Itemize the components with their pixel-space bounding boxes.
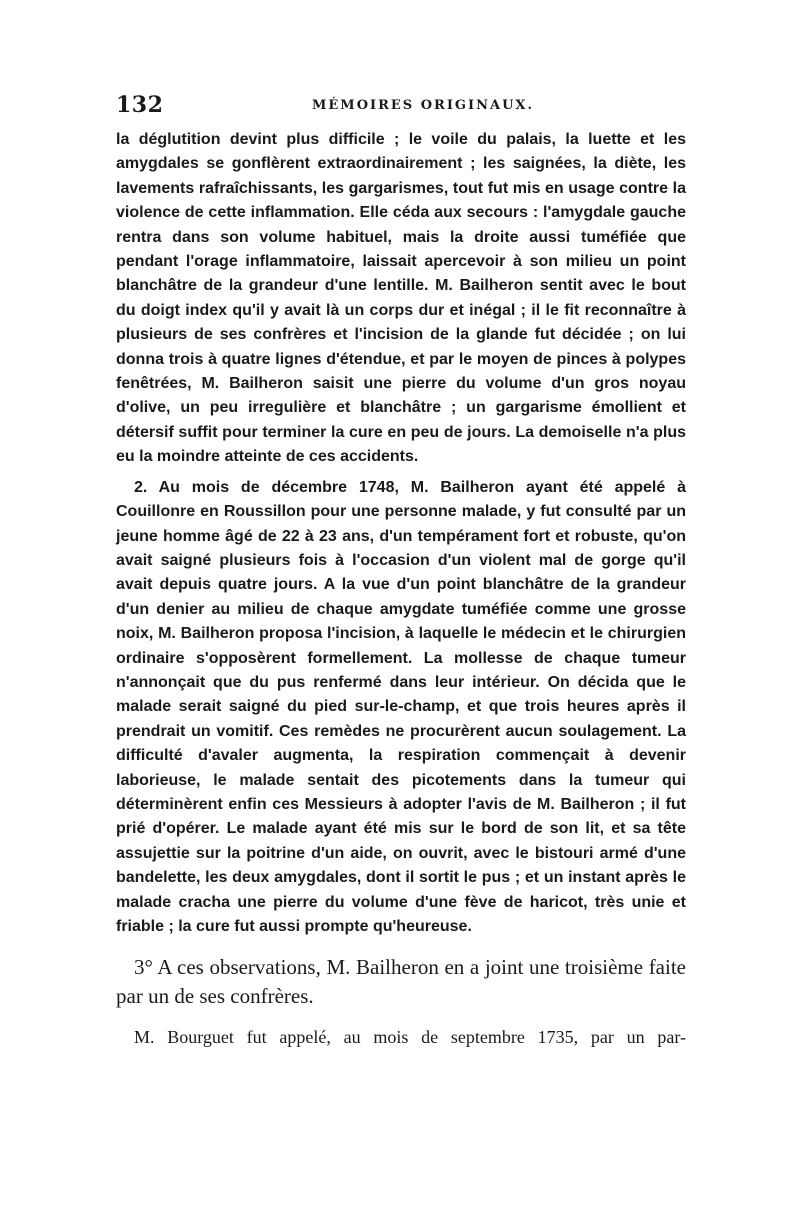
- paragraph-1: la déglutition devint plus difficile ; le voile du palais, la luette et les amygdales se gonflèrent extraordinairement ; les saignées, la diète, les lavements rafraîchissants, les gargarismes, tout fut mis en usage contre la violence de cette inflammation. Elle céda aux secours : l'amygdale gauche rentra dans son volume habituel, mais la droite aussi tuméfiée que pendant l'orage inflammatoire, laissait apercevoir à son milieu un point blanchâtre de la grandeur d'une lentille. M. Bailheron sentit avec le bout du doigt index qu'il y avait là un corps dur et inégal ; il le fit reconnaître à plusieurs de ses confrères et l'incision de la glande fut décidée ; on lui donna trois à quatre lignes d'étendue, et par le moyen de pinces à polypes fenêtrées, M. Bailheron saisit une pierre du volume d'un gros noyau d'olive, un peu irregulière et blanchâtre ; un gargarisme émollient et détersif suffit pour terminer la cure en peu de jours. La demoiselle n'a plus eu la moindre atteinte de ces accidents.: [116, 131, 686, 466]
- page-number: 132: [116, 92, 164, 118]
- section-heading: 3° A ces observations, M. Bailheron en a joint une troisième faite par un de ses confrères.: [116, 955, 686, 1009]
- paragraph-2: 2. Au mois de décembre 1748, M. Bailheron ayant été appelé à Couillonre en Roussillon pour une personne malade, y fut consulté par un jeune homme âgé de 22 à 23 ans, d'un tempérament fort et robuste, qu'on avait saigné plusieurs fois à l'occasion d'un violent mal de gorge qu'il avait depuis quatre jours. A la vue d'un point blanchâtre de la grandeur d'un denier au milieu de chaque amygdate tuméfiée comme une grosse noix, M. Bailheron proposa l'incision, à laquelle le médecin et le chirurgien ordinaire s'opposèrent formellement. La mollesse de chaque tumeur n'annonçait que du pus renfermé dans leur intérieur. On décida que le malade serait saigné du pied sur-le-champ, et que trois heures après il prendrait un vomitif. Ces remèdes ne procurèrent aucun soulagement. La difficulté d'avaler augmenta, la respiration commençait à devenir laborieuse, le malade sentait des picotements dans la tumeur qui déterminèrent enfin ces Messieurs à adopter l'avis de M. Bailheron ; il fut prié d'opérer. Le malade ayant été mis sur le bord de son lit, et sa tête assujettie sur la poitrine d'un aide, on ouvrit, avec le bistouri armé d'une bandelette, les deux amygdales, dont il sortit le pus ; et un instant après le malade cracha une pierre du volume d'une fève de haricot, très unie et friable ; la cure fut aussi prompte qu'heureuse.: [116, 478, 686, 935]
- page-header: [116, 92, 686, 122]
- running-head: MÉMOIRES ORIGINAUX.: [312, 98, 535, 113]
- final-line: M. Bourguet fut appelé, au mois de septembre 1735, par un par-: [134, 1027, 686, 1048]
- page-body: [116, 128, 686, 1050]
